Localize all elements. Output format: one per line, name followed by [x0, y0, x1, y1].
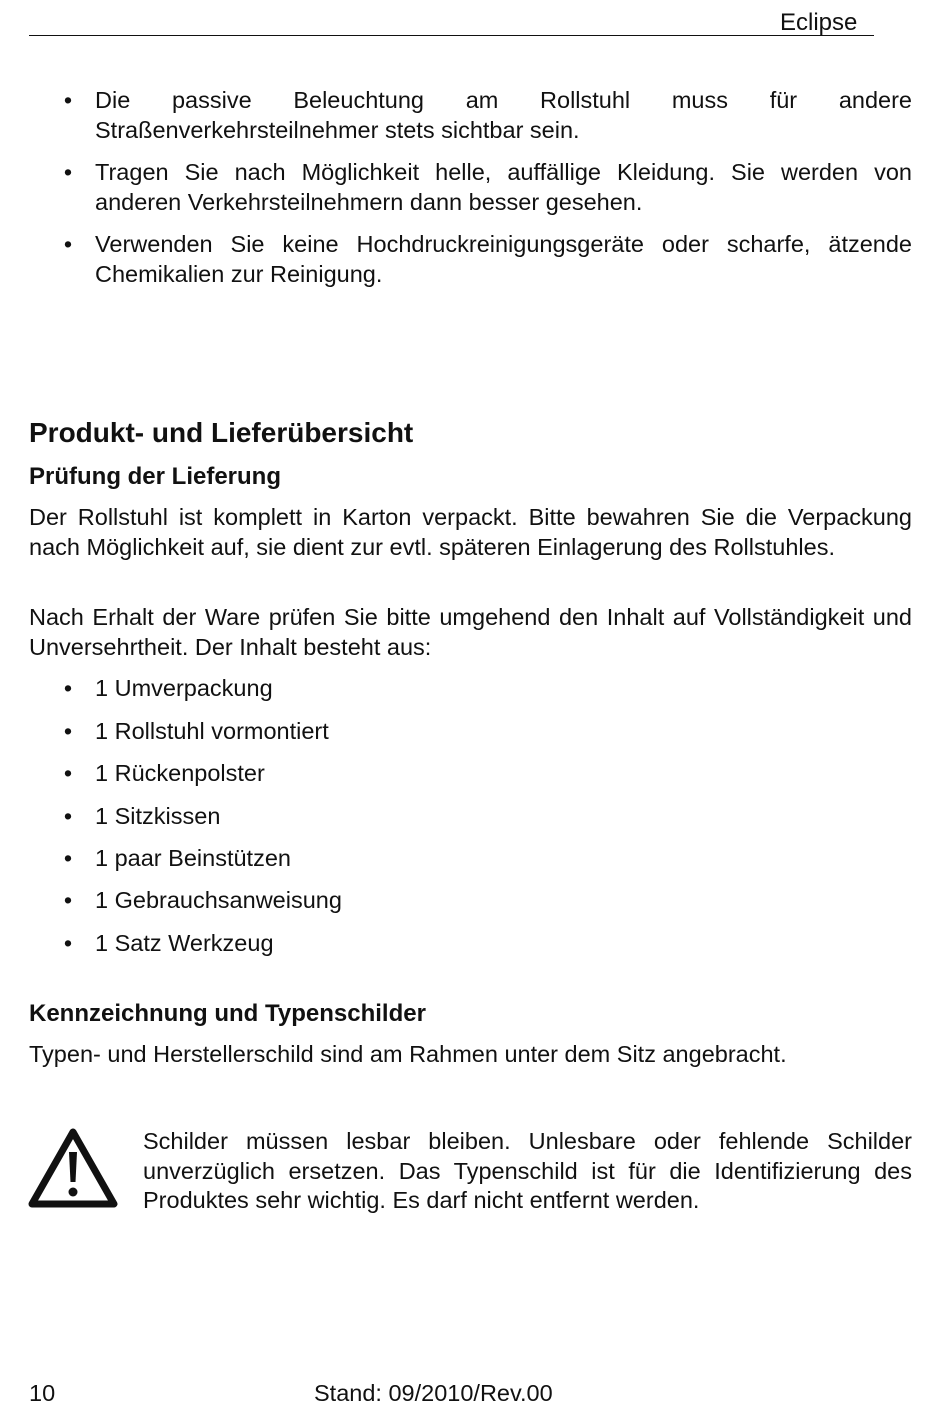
bullet-icon: •	[63, 887, 73, 913]
section-title: Produkt- und Lieferübersicht	[29, 417, 414, 448]
list-item-text: 1 Satz Werkzeug	[95, 930, 274, 956]
paragraph: Der Rollstuhl ist komplett in Karton verpackt. Bitte bewahren Sie die Verpackung nach Möglichkeit auf, sie dient zur evtl. späteren Einlagerung des Rollstuhles.	[29, 504, 912, 560]
list-item-text: 1 Rückenpolster	[95, 760, 265, 786]
list-item-text: Verwenden Sie keine Hochdruckreinigungsgeräte oder scharfe, ätzende Chemikalien zur Reinigung.	[95, 231, 912, 287]
page-number: 10	[29, 1380, 56, 1406]
bullet-icon: •	[63, 718, 73, 744]
bullet-icon: •	[63, 675, 73, 701]
list-item-text: 1 Sitzkissen	[95, 803, 221, 829]
list-item-text: Die passive Beleuchtung am Rollstuhl muss für andere Straßenverkehrsteilnehmer stets sichtbar sein.	[95, 87, 912, 143]
list-item-text: 1 paar Beinstützen	[95, 845, 291, 871]
bullet-icon: •	[63, 803, 73, 829]
warning-triangle-icon	[28, 1128, 118, 1208]
bullet-icon: •	[63, 231, 73, 257]
list-item-text: 1 Gebrauchsanweisung	[95, 887, 342, 913]
paragraph: Typen- und Herstellerschild sind am Rahmen unter dem Sitz angebracht.	[29, 1041, 787, 1067]
bullet-icon: •	[63, 845, 73, 871]
bullet-icon: •	[63, 87, 73, 113]
bullet-icon: •	[63, 930, 73, 956]
subsection-title: Kennzeichnung und Typenschilder	[29, 1000, 426, 1027]
bullet-icon: •	[63, 159, 73, 185]
list-item-text: 1 Umverpackung	[95, 675, 273, 701]
paragraph: Nach Erhalt der Ware prüfen Sie bitte umgehend den Inhalt auf Vollständigkeit und Unversehrtheit. Der Inhalt besteht aus:	[29, 604, 912, 660]
revision-stamp: Stand: 09/2010/Rev.00	[314, 1380, 553, 1406]
list-item-text: 1 Rollstuhl vormontiert	[95, 718, 329, 744]
bullet-icon: •	[63, 760, 73, 786]
list-item-text: Tragen Sie nach Möglichkeit helle, auffällige Kleidung. Sie werden von anderen Verkehrsteilnehmern dann besser gesehen.	[95, 159, 912, 215]
header-divider	[29, 35, 874, 36]
header-title: Eclipse	[780, 9, 858, 36]
subsection-title: Prüfung der Lieferung	[29, 463, 281, 490]
warning-text: Schilder müssen lesbar bleiben. Unlesbare oder fehlende Schilder unverzüglich ersetzen. Das Typenschild ist für die Identifizierung des Produktes sehr wichtig. Es darf nicht entfernt werden.	[143, 1128, 912, 1213]
